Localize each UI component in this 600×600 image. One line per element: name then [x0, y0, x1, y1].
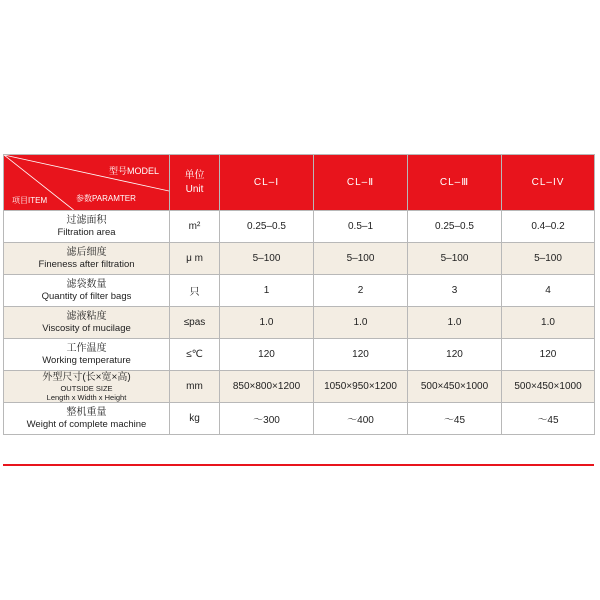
row-value: 120 [314, 339, 408, 371]
row-value: 4 [502, 275, 595, 307]
row-name-en: Viscosity of mucilage [42, 322, 131, 334]
spec-table [3, 154, 595, 435]
row-name-cell [4, 371, 170, 403]
row-value: 1.0 [408, 307, 502, 339]
row-value: 500×450×1000 [408, 371, 502, 403]
bottom-accent-line [3, 464, 594, 466]
row-value: 1.0 [502, 307, 595, 339]
row-name-en: Quantity of filter bags [41, 290, 132, 302]
row-name-en: Working temperature [42, 354, 131, 366]
row-value: 1 [220, 275, 314, 307]
row-value: 0.25–0.5 [408, 211, 502, 243]
row-name-cn: 滤袋数量 [66, 278, 107, 290]
row-value: ～45 [408, 403, 502, 435]
row-value: ～300 [220, 403, 314, 435]
row-unit: ≤pas [170, 307, 220, 339]
row-name-cn: 整机重量 [66, 406, 107, 418]
row-unit: 只 [170, 275, 220, 307]
model-header-cl-1: CL–Ⅰ [220, 155, 314, 211]
table-row [4, 275, 595, 307]
table-row [4, 339, 595, 371]
row-value: 120 [220, 339, 314, 371]
row-name-cell [4, 307, 170, 339]
row-name-en: OUTSIDE SIZE [60, 383, 113, 393]
row-value: 1.0 [220, 307, 314, 339]
table-row [4, 307, 595, 339]
row-name-cell [4, 403, 170, 435]
row-name-cn: 滤液粘度 [66, 310, 107, 322]
row-value: 850×800×1200 [220, 371, 314, 403]
row-name-cell [4, 275, 170, 307]
row-unit: ≤℃ [170, 339, 220, 371]
table-header-row [4, 155, 595, 211]
table-row [4, 243, 595, 275]
row-name-en: Filtration area [57, 226, 116, 238]
row-value: 0.25–0.5 [220, 211, 314, 243]
row-name-en: Fineness after filtration [38, 258, 135, 270]
table-row [4, 403, 595, 435]
row-value: 1.0 [314, 307, 408, 339]
row-value: ～45 [502, 403, 595, 435]
row-unit: kg [170, 403, 220, 435]
row-name-cn: 外型尺寸(长×宽×高) [42, 371, 131, 383]
unit-header [170, 155, 220, 211]
header-param-label: 参数PARAMTER [76, 194, 136, 203]
unit-header-cn: 单位 [184, 169, 205, 181]
model-header-cl-2: CL–Ⅱ [314, 155, 408, 211]
row-name-cell [4, 243, 170, 275]
row-unit: μ m [170, 243, 220, 275]
row-value: 120 [408, 339, 502, 371]
model-header-cl-4: CL–IV [502, 155, 595, 211]
row-unit: m² [170, 211, 220, 243]
row-name-cn: 过滤面积 [66, 214, 107, 226]
row-name-cn: 滤后细度 [66, 246, 107, 258]
table-row [4, 211, 595, 243]
row-name-cell [4, 211, 170, 243]
row-value: 1050×950×1200 [314, 371, 408, 403]
row-value: 0.5–1 [314, 211, 408, 243]
row-value: 3 [408, 275, 502, 307]
row-value: 2 [314, 275, 408, 307]
unit-header-en: Unit [185, 183, 204, 195]
row-name-cell [4, 339, 170, 371]
row-value: 5–100 [220, 243, 314, 275]
row-unit: mm [170, 371, 220, 403]
row-value: 5–100 [502, 243, 595, 275]
row-name-en-sub: Length x Width x Height [46, 392, 127, 402]
header-model-label: 型号MODEL [108, 166, 159, 176]
row-value: 5–100 [314, 243, 408, 275]
table-row [4, 371, 595, 403]
row-value: 120 [502, 339, 595, 371]
row-value: 500×450×1000 [502, 371, 595, 403]
row-name-en: Weight of complete machine [26, 418, 147, 430]
row-value: 5–100 [408, 243, 502, 275]
model-header-cl-3: CL–Ⅲ [408, 155, 502, 211]
diagonal-header-cell [4, 155, 170, 211]
row-value: 0.4–0.2 [502, 211, 595, 243]
header-item-label: 项目ITEM [12, 196, 48, 205]
row-name-cn: 工作温度 [66, 342, 107, 354]
row-value: ～400 [314, 403, 408, 435]
